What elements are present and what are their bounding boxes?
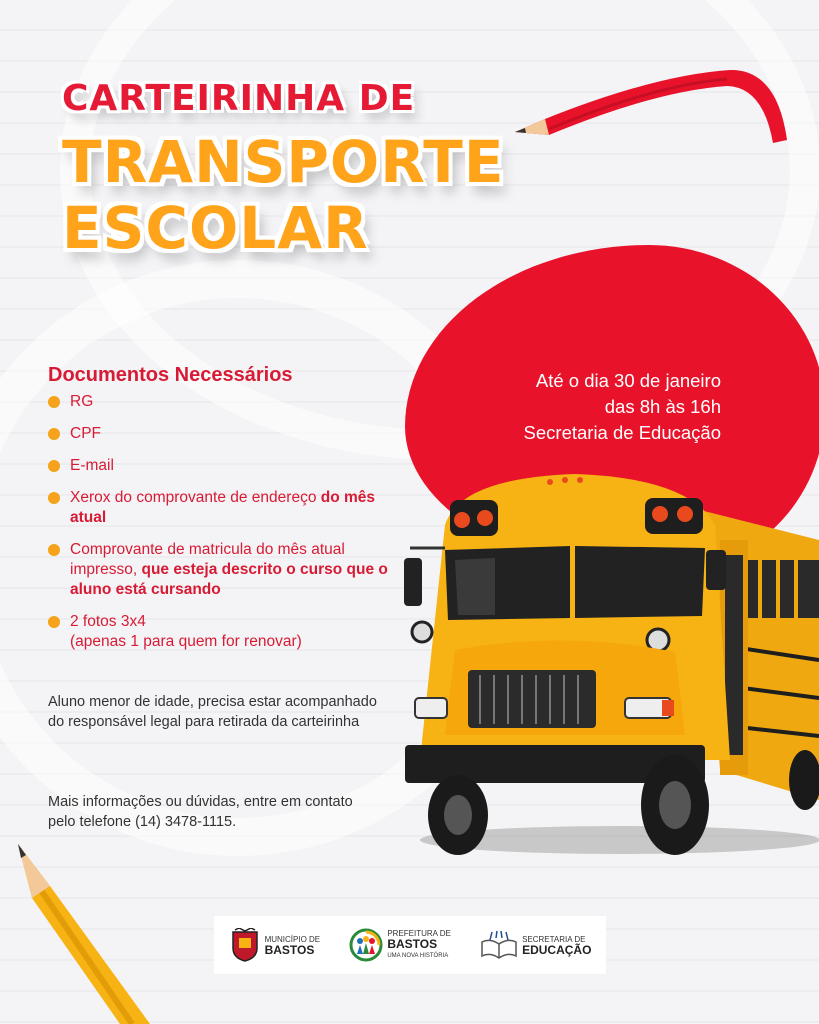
office-hours: das 8h às 16h [604, 396, 721, 417]
yellow-pencil-icon [10, 838, 160, 1024]
deadline-date: Até o dia 30 de janeiro [535, 370, 721, 391]
logos-footer [214, 916, 606, 974]
documents-list [48, 392, 408, 664]
coat-of-arms-icon [229, 928, 261, 962]
list-item: RG [48, 392, 408, 412]
minor-guardian-note: Aluno menor de idade, precisa estar acompanhado do responsável legal para retirada da carteirinha [48, 694, 377, 730]
documents-heading: Documentos Necessários [48, 364, 293, 386]
bullet-icon [48, 396, 60, 408]
bullet-icon [48, 428, 60, 440]
logo-municipio: MUNICÍPIO DE BASTOS [229, 928, 321, 962]
contact-note: Mais informações ou dúvidas, entre em contato pelo telefone (14) 3478-1115. [48, 794, 353, 830]
logo-secretaria: SECRETARIA DE EDUCAÇÃO [480, 930, 591, 960]
list-item: Comprovante de matricula do mês atual impresso, que esteja descrito o curso que o aluno está cursando [48, 540, 408, 600]
bullet-icon [48, 544, 60, 556]
list-item: Xerox do comprovante de endereço do mês atual [48, 488, 408, 528]
title-line-2: TRANSPORTE [62, 128, 505, 196]
red-pencil-icon [505, 55, 795, 150]
open-book-icon [480, 930, 518, 960]
people-icon [349, 928, 383, 962]
list-item: 2 fotos 3x4 (apenas 1 para quem for renovar) [48, 612, 408, 652]
title-line-3: ESCOLAR [62, 194, 369, 262]
logo-prefeitura: PREFEITURA DE BASTOS UMA NOVA HISTÓRIA [349, 928, 451, 962]
bullet-icon [48, 492, 60, 504]
deadline-info [524, 368, 721, 446]
bullet-icon [48, 616, 60, 628]
title-line-1: CARTEIRINHA DE [62, 78, 416, 119]
list-item: CPF [48, 424, 408, 444]
list-item: E-mail [48, 456, 408, 476]
office-location: Secretaria de Educação [523, 422, 721, 443]
bullet-icon [48, 460, 60, 472]
school-bus-illustration [400, 470, 819, 865]
